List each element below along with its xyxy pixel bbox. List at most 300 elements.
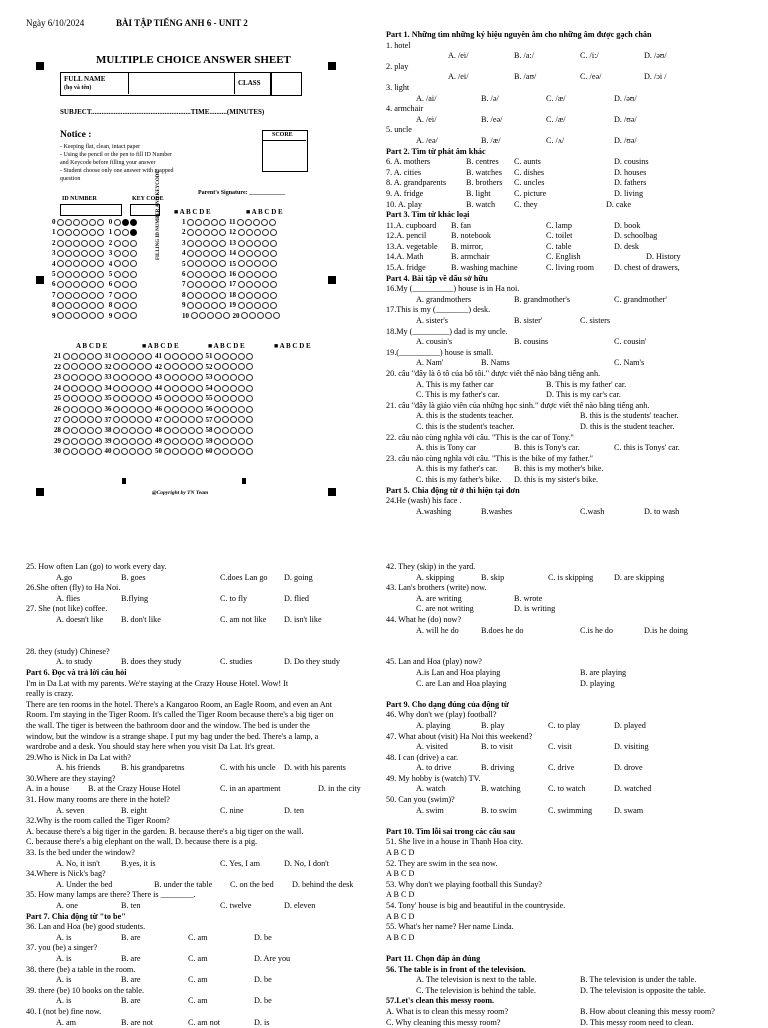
answer-options (386, 573, 756, 584)
class-label: CLASS (238, 79, 261, 87)
answer-option: C. am (188, 975, 208, 985)
answer-row[interactable]: 24 34 44 54 (54, 384, 254, 392)
question-text (26, 562, 378, 573)
question-line: A B C D (386, 911, 415, 921)
answer-option: D. are skipping (614, 572, 665, 582)
section-heading-text: Part 10. Tìm lỗi sai trong các câu sau (386, 826, 516, 836)
answer-option: B. driving (481, 763, 515, 773)
answer-option: B. washing machine (451, 263, 518, 273)
answer-options (386, 422, 756, 433)
question-text (26, 986, 378, 997)
question-text (26, 732, 378, 743)
corner-mark (36, 488, 44, 496)
answer-option: D. This messy room need to clean. (580, 1017, 694, 1027)
answer-row[interactable]: 3 13 (182, 239, 278, 247)
question-line: 22. câu nào cùng nghĩa với câu. "This is the car of Tony." (386, 432, 574, 442)
answer-option: A. Nam' (416, 358, 444, 368)
question-text (386, 496, 756, 507)
question-text (386, 869, 756, 880)
answer-option: A. What is to clean this messy room? (386, 1006, 509, 1016)
answer-option: D. be (254, 996, 272, 1006)
answer-option: D. watched (614, 784, 652, 794)
answer-option: C. English (546, 252, 581, 262)
question-text (386, 657, 756, 668)
answer-option: A. /ai/ (416, 93, 437, 103)
answer-sheet (34, 48, 344, 504)
answer-row[interactable]: 8 18 (182, 291, 278, 299)
question-line: A B C D (386, 848, 415, 858)
answer-row[interactable]: 27 37 47 57 (54, 416, 254, 424)
answer-options (26, 615, 378, 626)
question-text (386, 369, 756, 380)
answer-options (26, 996, 378, 1007)
answer-option: A. doesn't like (56, 614, 104, 624)
answer-option: D. eleven (284, 901, 316, 910)
question-text (26, 816, 378, 827)
answer-options (386, 784, 756, 795)
answer-option: B. are playing (580, 667, 627, 677)
answer-option: C. is skipping (548, 572, 594, 582)
full-name-label: FULL NAME (64, 75, 106, 83)
question-line: C. because there's a big elephant on the wall. D. because there is a pig. (26, 837, 258, 847)
id-number-input[interactable] (60, 204, 122, 216)
answer-option: A. to study (56, 657, 93, 667)
id-digit-row[interactable]: 6 6 (52, 280, 138, 288)
question-line: 26.She often (fly) to Ha Noi. (26, 583, 121, 593)
answer-option: C. this is my father's bike. (416, 474, 502, 484)
answer-row[interactable]: 5 15 (182, 260, 278, 268)
answer-option: B. The television is under the table. (580, 975, 697, 985)
section-heading-text: Part 9. Cho dạng đúng của động từ (386, 699, 509, 709)
answer-option: D. desk (614, 241, 640, 251)
answer-option: D. book (614, 220, 641, 230)
section-heading-text: Part 3. Tìm từ khác loại (386, 210, 470, 220)
copyright: @Copyright by TN Team (152, 490, 209, 496)
section-heading (386, 827, 756, 838)
answer-option: A. is (56, 975, 72, 985)
answer-option: C. /eə/ (580, 72, 602, 82)
answer-option: C. toilet (546, 231, 573, 241)
corner-mark (328, 62, 336, 70)
answer-option: D. /əʊ/ (644, 51, 667, 61)
answer-option: D. drove (614, 763, 643, 773)
question-line: A B C D (386, 932, 415, 942)
answer-options (386, 986, 756, 997)
answer-option: A. flies (56, 593, 81, 603)
section-heading-text: Part 11. Chọn đáp án đúng (386, 953, 481, 963)
notice-line: - Using the pencil or the pen to fill ID Number (60, 152, 172, 158)
answer-row[interactable]: 6 16 (182, 270, 278, 278)
answer-option: A.washing (416, 506, 452, 516)
answer-options (386, 721, 756, 732)
question-text (26, 1007, 378, 1018)
id-digit-row[interactable]: 2 2 (52, 239, 138, 247)
question-text (386, 753, 756, 764)
class-box[interactable] (270, 72, 302, 96)
answer-option: D. chest of drawers, (614, 263, 680, 273)
abcde-header: ■ A B C D E (174, 208, 211, 216)
answer-option: D. /ʊə/ (614, 114, 637, 124)
question-line: 4. armchair (386, 104, 424, 114)
answer-option: D. This is my car's car. (546, 390, 621, 400)
answer-options (386, 72, 756, 83)
question-line: 3. light (386, 82, 410, 92)
id-digit-row[interactable]: 8 8 (52, 301, 138, 309)
answer-row[interactable]: 2 12 (182, 228, 278, 236)
id-digit-row[interactable]: 9 9 (52, 312, 138, 320)
question-line: 43. Lan's brothers (write) now. (386, 583, 487, 593)
section-heading (386, 700, 756, 711)
answer-option: A. in a house (26, 784, 70, 794)
answer-row[interactable]: 9 19 (182, 301, 278, 309)
question-text (386, 922, 756, 933)
question-line: 34.Where is Nick's bag? (26, 869, 106, 879)
answer-option: B. mirror, (451, 241, 484, 251)
answer-option: D. swam (614, 805, 644, 815)
answer-option: B. watching (481, 784, 521, 794)
answer-option: B. this is the students' teacher. (580, 411, 679, 421)
question-line: 49. My hobby is (watch) TV. (386, 773, 481, 783)
question-text (26, 837, 378, 848)
answer-option: A. sister's (416, 316, 448, 326)
question-line: 17.This is my (________) desk. (386, 305, 491, 315)
answer-option: B. /æ/ (481, 135, 501, 145)
answer-options (386, 136, 756, 147)
answer-row[interactable]: 25 35 45 55 (54, 394, 254, 402)
answer-options (386, 242, 756, 253)
answer-option: D. this is the student teacher. (580, 421, 675, 431)
answer-options (386, 295, 756, 306)
section-heading-text: Part 2. Tìm từ phát âm khác (386, 146, 486, 156)
question-line: 40. I (not be) fine now. (26, 1006, 102, 1016)
answer-option: D. with his parents (284, 763, 346, 773)
answer-option: D. /ʊə/ (614, 135, 637, 145)
notice-heading: Notice : (60, 130, 92, 140)
question-line: 55. What's her name? Her name Linda. (386, 922, 514, 932)
question-line: There are ten rooms in the hotel. There's a Kangaroo Room, an Eagle Room, and even an Ant (26, 699, 332, 709)
abcde-header: ■ A B C D E (274, 342, 311, 350)
answer-options (386, 1007, 756, 1018)
answer-option: C. /ʌ/ (546, 135, 565, 145)
answer-option: B. cousins (514, 337, 549, 347)
question-text (386, 647, 756, 658)
answer-options (386, 263, 756, 274)
question-text (386, 583, 756, 594)
answer-options (26, 954, 378, 965)
question-text (386, 774, 756, 785)
question-text (386, 880, 756, 891)
answer-row[interactable]: 23 33 43 53 (54, 373, 254, 381)
answer-option: B. This is my father' car. (546, 379, 627, 389)
exercise-column-right-top (386, 30, 756, 517)
answer-option: A. is (56, 996, 72, 1006)
answer-option: C. table (546, 241, 572, 251)
answer-option: 8. A. grandparents (386, 178, 447, 188)
question-text (386, 615, 756, 626)
question-line: 53. Why don't we playing football this Sunday? (386, 879, 542, 889)
question-text (26, 965, 378, 976)
answer-option: D. /ɔi / (644, 72, 667, 82)
answer-option: A. swim (416, 805, 444, 815)
corner-mark (36, 62, 44, 70)
question-text (386, 284, 756, 295)
question-text (386, 933, 756, 944)
answer-options (26, 573, 378, 584)
question-line: 44. What he (do) now? (386, 614, 462, 624)
answer-options (386, 337, 756, 348)
question-line: 30.Where are they staying? (26, 773, 116, 783)
notice-line: - Student choose only one answer with mapped (60, 168, 174, 174)
answer-options (386, 316, 756, 327)
question-text (386, 104, 756, 115)
id-digit-row[interactable]: 5 5 (52, 270, 138, 278)
question-line: wardrobe and a desk. You should stay here when you visit Da Lat. It's great. (26, 742, 275, 752)
question-text (386, 816, 756, 827)
question-text (386, 689, 756, 700)
answer-option: 13.A. vegetable (386, 241, 438, 251)
question-line: 24.He (wash) his face . (386, 496, 462, 506)
answer-option: 9. A. fridge (386, 188, 424, 198)
answer-options (386, 380, 756, 391)
question-line: 23. câu nào cùng nghĩa với câu. "This is the bike of my father." (386, 453, 594, 463)
answer-options (386, 742, 756, 753)
corner-mark (242, 478, 246, 484)
answer-options (26, 975, 378, 986)
answer-option: D. played (614, 720, 646, 730)
answer-option: D. isn't like (284, 614, 322, 624)
answer-option: D. ten (284, 805, 305, 815)
question-text (26, 869, 378, 880)
answer-option: A. /eə/ (416, 135, 438, 145)
answer-option: C. living room (546, 263, 594, 273)
section-heading (386, 996, 756, 1007)
answer-option: A. this is the students teacher. (416, 411, 514, 421)
answer-row[interactable]: 29 39 49 59 (54, 437, 254, 445)
question-text (386, 912, 756, 923)
answer-options (386, 594, 756, 605)
id-digit-row[interactable]: 0 0 (52, 218, 138, 226)
answer-option: C. Why cleaning this messy room? (386, 1017, 501, 1027)
question-text (386, 83, 756, 94)
answer-option: C. this is Tonys' car. (614, 443, 680, 453)
notice-line: and Keycode before filling your answer (60, 160, 156, 166)
id-digit-row[interactable]: 1 1 (52, 228, 138, 236)
section-heading (386, 954, 756, 965)
answer-option: D. cousins (614, 157, 649, 167)
answer-option: A. visited (416, 742, 448, 752)
section-heading (386, 965, 756, 976)
answer-option: B. watch (466, 199, 496, 209)
question-line: I'm in Da Lat with my parents. We're staying at the Crazy House Hotel. Wow! It (26, 678, 289, 688)
question-line: the wall. The tiger is between the bathroom door and the window. The bed is under the (26, 720, 310, 730)
answer-option: B. under the table (154, 879, 213, 889)
answer-option: C. twelve (220, 901, 252, 910)
question-text (26, 922, 378, 933)
question-text (386, 859, 756, 870)
answer-option: B. sister' (514, 316, 543, 326)
question-line: 28. they (study) Chinese? (26, 646, 110, 656)
answer-option: C. /i:/ (580, 51, 599, 61)
id-digit-row[interactable]: 4 4 (52, 260, 138, 268)
answer-option: A. is (56, 953, 72, 963)
answer-row[interactable]: 7 17 (182, 280, 278, 288)
answer-options (386, 51, 756, 62)
answer-option: C. they (514, 199, 538, 209)
answer-option: B. are (121, 932, 141, 942)
answer-option: B. /a:/ (514, 51, 535, 61)
answer-option: A. No, it isn't (56, 858, 101, 868)
answer-row[interactable]: 10 20 (182, 312, 281, 320)
corner-mark (36, 276, 44, 284)
question-text (386, 710, 756, 721)
question-text (26, 700, 378, 711)
answer-option: C. to watch (548, 784, 586, 794)
answer-options (386, 231, 756, 242)
answer-options (386, 200, 756, 211)
question-line: 37. you (be) a singer? (26, 943, 98, 953)
question-line: 16.My (__________) house is in Ha noi. (386, 284, 520, 294)
question-line: 5. uncle (386, 125, 412, 135)
answer-option: A. /ei/ (416, 114, 437, 124)
answer-options (386, 975, 756, 986)
answer-option: A.go (56, 572, 73, 582)
id-digit-row[interactable]: 7 7 (52, 291, 138, 299)
answer-option: C. am not like (220, 614, 267, 624)
question-text (386, 562, 756, 573)
answer-option: D. cake (606, 199, 632, 209)
section-heading-text: Part 6. Đọc và trả lời câu hỏi (26, 667, 127, 677)
answer-option: B.flying (121, 593, 149, 603)
answer-option: D. Do they study (284, 657, 340, 667)
answer-option: B. goes (121, 572, 146, 582)
answer-option: C. picture (514, 188, 547, 198)
question-line: 25. How often Lan (go) to work every day. (26, 562, 167, 571)
answer-option: A. playing (416, 720, 451, 730)
section-heading-text: Part 4. Bài tập về dấu sở hữu (386, 273, 488, 283)
answer-option: B. centres (466, 157, 499, 167)
answer-options (26, 763, 378, 774)
answer-options (386, 189, 756, 200)
answer-option: B. fan (451, 220, 472, 230)
answer-option: A. Under the bed (56, 879, 113, 889)
answer-option: B.washes (481, 506, 513, 516)
answer-option: B. ten (121, 901, 141, 910)
answer-options (26, 933, 378, 944)
answer-option: D. fathers (614, 178, 647, 188)
answer-option: B. /ə/ (481, 93, 499, 103)
question-text (26, 679, 378, 690)
score-label: SCORE (272, 132, 293, 138)
sheet-title: MULTIPLE CHOICE ANSWER SHEET (96, 54, 291, 66)
answer-options (386, 464, 756, 475)
question-text (26, 943, 378, 954)
question-text (386, 837, 756, 848)
question-text (386, 732, 756, 743)
question-text (26, 742, 378, 753)
id-number-label: ID NUMBER (62, 196, 97, 202)
answer-option: A. /ei/ (448, 72, 469, 82)
question-text (26, 753, 378, 764)
answer-option: A. are writing (416, 593, 462, 603)
answer-option: B. How about cleaning this messy room? (580, 1006, 715, 1016)
answer-option: C. visit (548, 742, 572, 752)
answer-option: C. Nam's (614, 358, 645, 368)
answer-row[interactable]: 21 31 41 51 (54, 352, 254, 360)
answer-option: B. play (481, 720, 505, 730)
corner-mark (328, 488, 336, 496)
answer-option: A. /ei/ (448, 51, 469, 61)
answer-row[interactable]: 1 11 (182, 218, 277, 226)
question-text (26, 827, 378, 838)
question-line: A B C D (386, 869, 415, 879)
answer-row[interactable]: 22 32 42 52 (54, 363, 254, 371)
question-line: 32.Why is the room called the Tiger Room? (26, 816, 170, 826)
exercise-column-right-bottom (386, 562, 756, 1028)
answer-option: B. this is my mother's bike. (514, 464, 604, 474)
answer-row[interactable]: 4 14 (182, 249, 278, 257)
section-heading-text: Part 5. Chia động từ ở thì hiện tại đơn (386, 485, 520, 495)
answer-option: B. are (121, 996, 141, 1006)
answer-option: C.does Lan go (220, 572, 268, 582)
answer-option: B. at the Crazy House Hotel (88, 784, 181, 794)
question-line: 1. hotel (386, 40, 411, 50)
answer-option: D. houses (614, 167, 647, 177)
answer-options (386, 411, 756, 422)
answer-option: D. is writing (514, 604, 556, 614)
section-heading-text: 57.Let's clean this messy room. (386, 996, 495, 1006)
answer-option: C. Yes, I am (220, 858, 261, 868)
full-name-divider (128, 72, 129, 94)
answer-options (26, 859, 378, 870)
answer-option: B. don't like (121, 614, 161, 624)
abcde-header: ■ A B C D E (246, 208, 283, 216)
answer-row[interactable]: 28 38 48 58 (54, 426, 254, 434)
answer-option: C. in an apartment (220, 784, 281, 794)
answer-option: 6. A. mothers (386, 157, 431, 167)
question-text (386, 901, 756, 912)
answer-options (26, 657, 378, 668)
question-text (386, 433, 756, 444)
answer-option: D. be (254, 975, 272, 985)
section-heading-text: Part 1. Những tìm những ký hiệu nguyên âm cho những âm được gạch chân (386, 30, 652, 39)
answer-option: B. to visit (481, 742, 514, 752)
question-line: 42. They (skip) in the yard. (386, 562, 476, 571)
id-digit-row[interactable]: 3 3 (52, 249, 138, 257)
question-line: 36. Lan and Hoa (be) good students. (26, 922, 146, 932)
answer-option: A. skipping (416, 572, 455, 582)
answer-row[interactable]: 30 40 50 60 (54, 447, 254, 455)
question-text (26, 710, 378, 721)
answer-option: D. is (254, 1017, 270, 1027)
answer-options (386, 178, 756, 189)
answer-option: C. am not (188, 1017, 221, 1027)
answer-option: A. cousin's (416, 337, 453, 347)
answer-option: D. be (254, 932, 272, 942)
question-text (386, 943, 756, 954)
answer-row[interactable]: 26 36 46 56 (54, 405, 254, 413)
answer-option: B. /aʊ/ (514, 72, 537, 82)
question-text (26, 583, 378, 594)
answer-option: C.wash (580, 506, 605, 516)
question-text (386, 41, 756, 52)
question-line: 46. Why don't we (play) football? (386, 710, 497, 720)
answer-options (386, 668, 756, 679)
answer-option: D. History (646, 252, 681, 262)
question-text (386, 890, 756, 901)
question-line: 29.Who is Nick in Da Lat with? (26, 752, 131, 762)
answer-option: C. aunts (514, 157, 541, 167)
answer-option: B. to swim (481, 805, 517, 815)
